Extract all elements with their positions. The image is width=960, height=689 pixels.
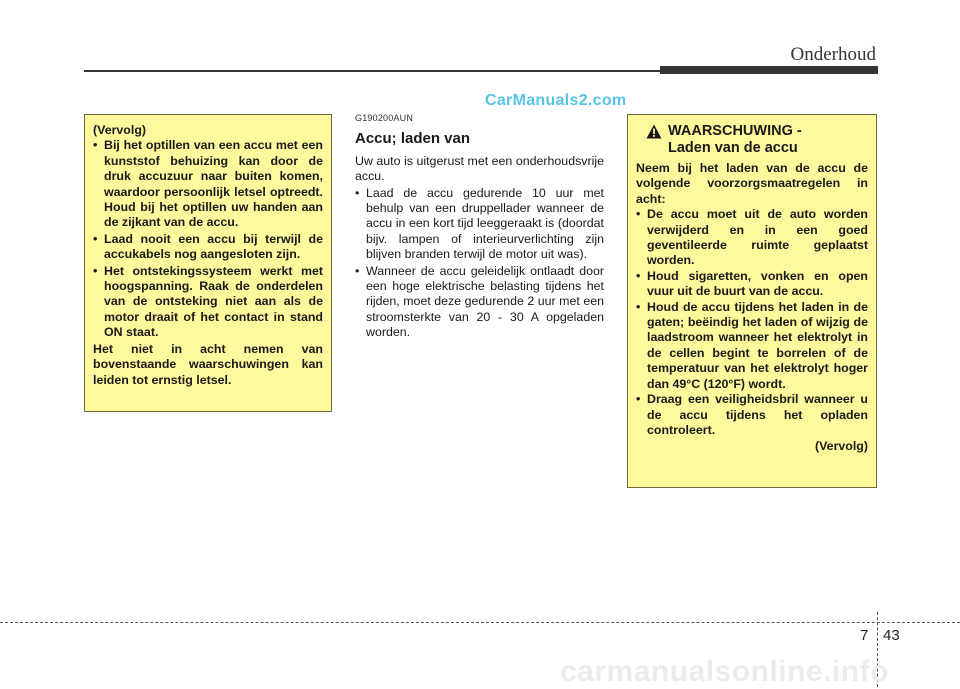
page-number: 43 (883, 627, 900, 644)
header-rule (84, 70, 662, 72)
caution-bullet-list (93, 138, 323, 340)
warning-title (668, 123, 802, 157)
warning-header (646, 123, 868, 157)
list-item: • Houd sigaretten, vonken en open vuur uit de buurt van de accu. (636, 269, 868, 300)
watermark-bottom: carmanualsonline.info (560, 655, 889, 688)
list-item: • Laad de accu gedurende 10 uur met behulp van een druppellader wanneer de accu in een kort tijd leeggeraakt is (doordat bijv. lampen of interieurverlichting zijn blijven branden terwijl de motor uit was). (355, 186, 604, 263)
warning-title-line1: WAARSCHUWING - (668, 123, 802, 139)
footer-rule (0, 622, 960, 623)
list-item: • Het ontstekingssysteem werkt met hoogspanning. Raak de onderdelen van de ontsteking niet aan als de motor draait of het contact in stand ON staat. (93, 264, 323, 341)
list-item: • De accu moet uit de auto worden verwijderd en in een goed geventileerde ruimte geplaatst worden. (636, 207, 868, 269)
list-item: • Bij het optillen van een accu met een kunststof behuizing kan door de druk accuzuur naar buiten komen, waardoor persoonlijk letsel optreedt. Houd bij het optillen uw handen aan de zijkant van de accu. (93, 138, 323, 230)
section-title: Onderhoud (790, 44, 876, 65)
page-title: Accu; laden van (355, 130, 471, 148)
intro-paragraph: Uw auto is uitgerust met een onderhoudsvrije accu. (355, 153, 604, 184)
list-item: • Wanneer de accu geleidelijk ontlaadt door een hoge elektrische belasting tijdens het rijden, moet deze gedurende 2 uur met een stroomsterkte van 20 - 30 A opgeladen worden. (355, 264, 604, 341)
continued-label: (Vervolg) (814, 439, 868, 454)
list-item: • Draag een veiligheidsbril wanneer u de accu tijdens het opladen controleert. (636, 392, 868, 438)
warning-bullet-list (636, 207, 868, 438)
section-code: G190200AUN (355, 113, 414, 123)
warning-intro: Neem bij het laden van de accu de volgende voorzorgsmaatregelen in acht: (636, 161, 868, 206)
list-item: • Houd de accu tijdens het laden in de gaten; beëindig het laden of wijzig de laadstroom wanneer het elektrolyt in de cellen begint te borrelen of de temperatuur van het elektrolyt hoger dan 49°C (120°F) wordt. (636, 300, 868, 392)
instruction-list (355, 186, 604, 341)
header-rule-thick (660, 66, 878, 74)
watermark-top: CarManuals2.com (485, 92, 627, 109)
caution-closing-text: Het niet in acht nemen van bovenstaande waarschuwingen kan leiden tot ernstig letsel. (93, 341, 323, 387)
caution-box-continued (84, 114, 332, 412)
warning-title-line2: Laden van de accu (668, 140, 798, 156)
list-item: • Laad nooit een accu bij terwijl de accukabels nog aangesloten zijn. (93, 232, 323, 263)
warning-box (627, 114, 877, 488)
caution-box-heading: (Vervolg) (93, 123, 147, 137)
warning-triangle-icon (646, 124, 662, 139)
main-content (355, 111, 604, 342)
chapter-number: 7 (860, 627, 869, 644)
